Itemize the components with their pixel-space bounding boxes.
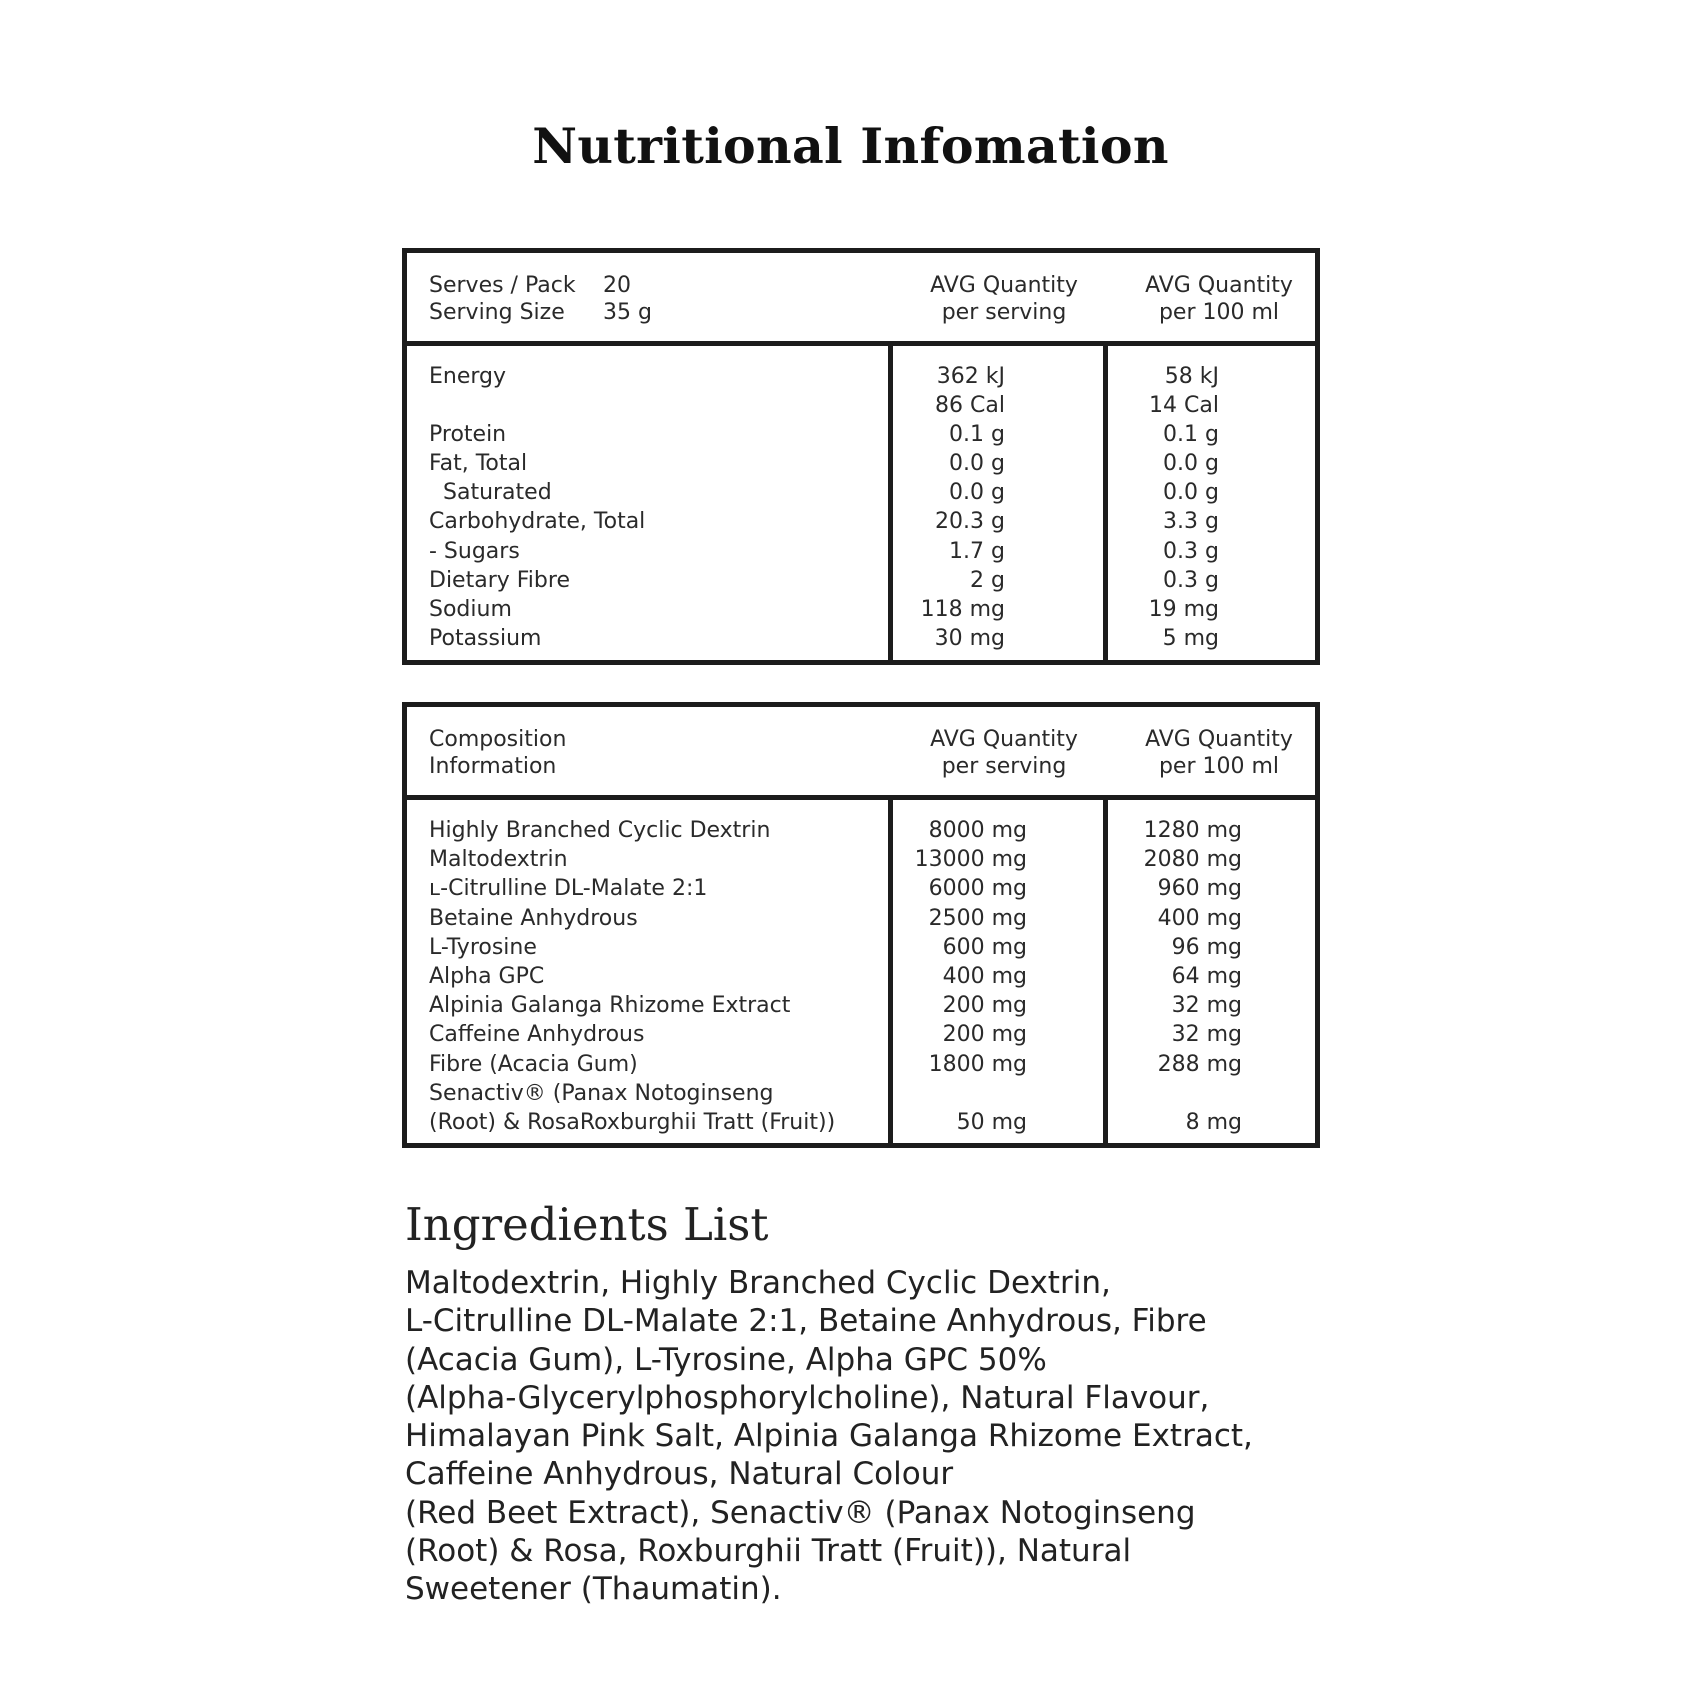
ingredients-line: (Alpha-Glycerylphosphorylcholine), Natural Flavour,	[405, 1379, 1210, 1416]
per-100ml-value: 5 mg	[1162, 625, 1219, 651]
per-100ml-value: 400 mg	[1157, 905, 1242, 931]
table-row	[407, 845, 1315, 874]
per-100ml-value: 64 mg	[1171, 963, 1242, 989]
ingredient-name: Highly Branched Cyclic Dextrin	[429, 818, 771, 843]
nutrient-name: Saturated	[443, 480, 552, 506]
table-row	[407, 537, 1315, 566]
serving-size	[429, 299, 652, 326]
table-row	[407, 904, 1315, 933]
table-row	[407, 507, 1315, 536]
composition-header-line: Composition	[429, 727, 567, 752]
table-row	[407, 1108, 1315, 1137]
per-serving-header-line: AVG Quantity	[930, 727, 1078, 752]
per-serving-header	[904, 272, 1104, 326]
table-row	[407, 478, 1315, 507]
per-100ml-value: 96 mg	[1171, 934, 1242, 960]
nutrient-name: Energy	[429, 364, 507, 389]
composition-rows	[407, 816, 1315, 1137]
serving-meta	[429, 272, 652, 326]
table-row	[407, 624, 1315, 653]
ingredients-line: Caffeine Anhydrous, Natural Colour	[405, 1456, 954, 1493]
per-serving-value: 362 kJ	[936, 364, 1005, 389]
per-serving-value: 200 mg	[942, 993, 1027, 1019]
per-serving-value: 20.3 g	[935, 509, 1005, 535]
ingredient-name: ʟ-Citrulline DL-Malate 2:1	[429, 876, 708, 902]
ingredient-name: Fibre (Acacia Gum)	[429, 1051, 638, 1077]
per-serving-header	[904, 726, 1104, 780]
per-serving-value: 86 Cal	[935, 393, 1005, 419]
per-serving-value: 400 mg	[942, 963, 1027, 989]
ingredient-name: Caffeine Anhydrous	[429, 1022, 645, 1048]
per-100ml-value: 58 kJ	[1164, 364, 1219, 389]
table-row	[407, 1020, 1315, 1049]
per-100ml-value: 0.0 g	[1163, 451, 1219, 477]
table-row	[407, 595, 1315, 624]
serving-size-value: 35 g	[603, 300, 652, 325]
table-row	[407, 991, 1315, 1020]
per-100ml-value: 0.1 g	[1163, 422, 1219, 448]
per-serving-header-line: AVG Quantity	[930, 273, 1078, 298]
per-serving-value: 13000 mg	[914, 847, 1027, 873]
per-serving-value: 2 g	[970, 567, 1005, 593]
per-serving-value: 0.1 g	[949, 422, 1005, 448]
ingredients-text	[405, 1264, 1325, 1609]
per-100ml-value: 2080 mg	[1143, 847, 1242, 873]
per-100ml-value: 19 mg	[1148, 596, 1219, 622]
serves-per-pack	[429, 272, 652, 299]
nutrition-panel	[402, 248, 1320, 665]
per-serving-value: 1800 mg	[928, 1051, 1027, 1077]
ingredient-name: L-Tyrosine	[429, 934, 537, 960]
per-100ml-value: 0.0 g	[1163, 480, 1219, 506]
per-serving-value: 200 mg	[942, 1022, 1027, 1048]
ingredients-line: Sweetener (Thaumatin).	[405, 1571, 782, 1608]
ingredient-name: Maltodextrin	[429, 847, 568, 873]
per-serving-header-line: per serving	[941, 300, 1067, 325]
composition-header-line: Information	[429, 754, 557, 779]
nutrition-rows	[407, 362, 1315, 653]
per-100ml-header-line: per 100 ml	[1158, 754, 1280, 779]
ingredient-name: Alpha GPC	[429, 963, 545, 989]
composition-header-label	[429, 726, 566, 780]
ingredient-name: Betaine Anhydrous	[429, 905, 638, 931]
nutrient-name: - Sugars	[429, 538, 520, 564]
per-100ml-value: 288 mg	[1157, 1051, 1242, 1077]
ingredients-title: Ingredients List	[405, 1198, 769, 1251]
per-100ml-value: 14 Cal	[1149, 393, 1219, 419]
per-serving-value: 0.0 g	[949, 480, 1005, 506]
per-serving-value: 50 mg	[956, 1109, 1027, 1135]
ingredients-line: (Red Beet Extract), Senactiv® (Panax Notoginseng	[405, 1494, 1196, 1531]
composition-panel	[402, 702, 1320, 1148]
page-title: Nutritional Infomation	[532, 117, 1169, 175]
nutrition-header	[407, 253, 1315, 346]
table-row	[407, 1079, 1315, 1108]
composition-header	[407, 707, 1315, 800]
ingredients-line: Maltodextrin, Highly Branched Cyclic Dextrin,	[405, 1265, 1111, 1301]
nutrient-name: Fat, Total	[429, 451, 528, 477]
table-row	[407, 874, 1315, 903]
ingredients-line: Himalayan Pink Salt, Alpinia Galanga Rhizome Extract,	[405, 1418, 1253, 1455]
nutrient-name: Protein	[429, 422, 507, 448]
per-serving-value: 118 mg	[920, 596, 1005, 622]
per-100ml-value: 1280 mg	[1143, 818, 1242, 843]
nutrient-name: Dietary Fibre	[429, 567, 570, 593]
ingredient-name: Senactiv® (Panax Notoginseng	[429, 1080, 774, 1106]
table-row	[407, 566, 1315, 595]
serves-per-pack-value: 20	[603, 273, 631, 298]
per-100ml-value: 960 mg	[1157, 876, 1242, 902]
per-100ml-value: 3.3 g	[1163, 509, 1219, 535]
table-row	[407, 449, 1315, 478]
ingredient-name: Alpinia Galanga Rhizome Extract	[429, 993, 791, 1019]
table-row	[407, 816, 1315, 845]
per-serving-value: 8000 mg	[928, 818, 1027, 843]
per-100ml-header-line: AVG Quantity	[1145, 273, 1293, 298]
per-100ml-value: 8 mg	[1185, 1109, 1242, 1135]
table-row	[407, 362, 1315, 391]
per-serving-value: 600 mg	[942, 934, 1027, 960]
ingredient-name: (Root) & RosaRoxburghii Tratt (Fruit))	[429, 1109, 836, 1135]
nutrient-name: Carbohydrate, Total	[429, 509, 646, 535]
table-row	[407, 933, 1315, 962]
ingredients-line: (Acacia Gum), L-Tyrosine, Alpha GPC 50%	[405, 1341, 1047, 1378]
per-serving-value: 0.0 g	[949, 451, 1005, 477]
per-serving-value: 30 mg	[934, 625, 1005, 651]
table-row	[407, 420, 1315, 449]
serves-per-pack-label: Serves / Pack	[429, 273, 576, 298]
per-100ml-header	[1119, 726, 1319, 780]
per-100ml-header-line: AVG Quantity	[1145, 727, 1293, 752]
per-100ml-value: 32 mg	[1171, 993, 1242, 1019]
ingredients-line: L-Citrulline DL-Malate 2:1, Betaine Anhydrous, Fibre	[405, 1303, 1207, 1340]
table-row	[407, 391, 1315, 420]
per-serving-value: 1.7 g	[949, 538, 1005, 564]
serving-size-label: Serving Size	[429, 300, 565, 325]
per-serving-value: 6000 mg	[928, 876, 1027, 902]
nutrient-name: Sodium	[429, 596, 512, 622]
per-100ml-value: 0.3 g	[1163, 567, 1219, 593]
per-serving-value: 2500 mg	[928, 905, 1027, 931]
per-100ml-header	[1119, 272, 1319, 326]
per-serving-header-line: per serving	[941, 754, 1067, 779]
per-100ml-header-line: per 100 ml	[1158, 300, 1280, 325]
nutrient-name: Potassium	[429, 625, 542, 651]
ingredients-line: (Root) & Rosa, Roxburghii Tratt (Fruit)), Natural	[405, 1533, 1132, 1570]
per-100ml-value: 0.3 g	[1163, 538, 1219, 564]
table-row	[407, 1050, 1315, 1079]
table-row	[407, 962, 1315, 991]
per-100ml-value: 32 mg	[1171, 1022, 1242, 1048]
